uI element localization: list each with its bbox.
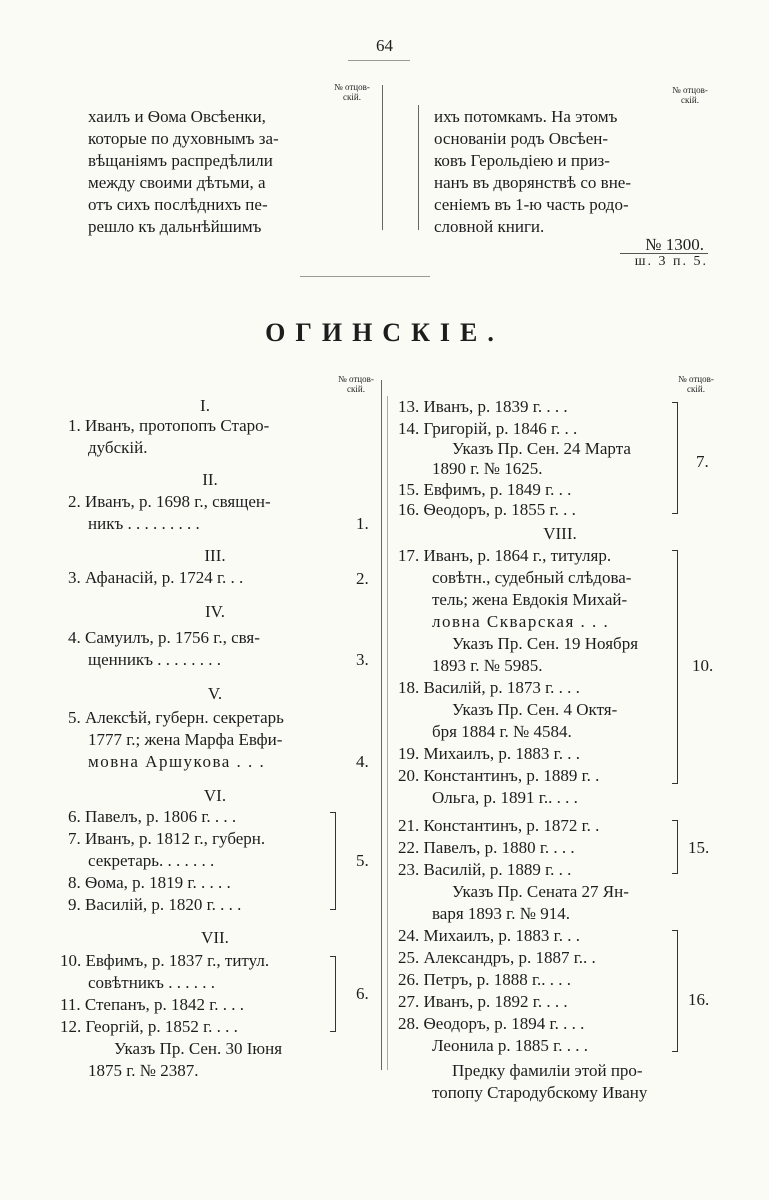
bracket [672,930,678,1052]
reference-number: № 1300. [645,235,704,254]
entry-line: 13. Иванъ, р. 1839 г. . . . [398,397,568,416]
father-number: 16. [688,990,710,1009]
column-divider-top-left [382,85,383,230]
entry-line: никъ . . . . . . . . . [88,514,200,533]
column-label-line: № отцов- [678,374,714,384]
generation-heading: IV. [205,602,225,621]
text-line: которые по духовнымъ за- [88,129,279,148]
generation-heading: II. [202,470,218,489]
footnote-line: Предку фамиліи этой про- [452,1061,643,1080]
bracket [330,956,336,1032]
entry-line: 1. Иванъ, протопопъ Старо- [68,416,270,435]
entry-line: 12. Георгій, р. 1852 г. . . . [60,1017,238,1036]
father-number: 7. [696,452,709,471]
text-line: основаніи родъ Овсѣен- [434,129,609,148]
entry-line: мовна Аршукова . . . [88,752,266,771]
top-left-text [88,106,368,238]
entry-line: Леонила р. 1885 г. . . . [432,1036,588,1055]
entry-line: 15. Евфимъ, р. 1849 г. . . [398,480,572,499]
entry-line: 8. Ѳома, р. 1819 г. . . . . [68,873,231,892]
entry-line: совѣтн., судебный слѣдова- [432,568,632,587]
father-number: 3. [356,650,369,669]
entry-line: 21. Константинъ, р. 1872 г. . [398,816,600,835]
top-right-text [434,106,714,238]
entry-line: 10. Евфимъ, р. 1837 г., титул. [60,951,270,970]
family-title: ОГИНСКІЕ. [265,318,504,347]
header-rule [348,60,410,61]
entry-line: бря 1884 г. № 4584. [432,722,572,741]
bracket [672,820,678,874]
entry-line: секретарь. . . . . . . [88,851,215,870]
entry-line: Указъ Пр. Сен. 19 Ноября [452,634,639,653]
reference-location: ш. 3 п. 5. [634,254,708,269]
entry-line: Указъ Пр. Сен. 24 Марта [452,439,631,458]
entry-line: Указъ Пр. Сен. 30 Іюня [114,1039,283,1058]
entry-line: 1875 г. № 2387. [88,1061,199,1080]
entry-line: 25. Александръ, р. 1887 г.. . [398,948,596,967]
column-divider-main-inner [387,396,388,1070]
generation-heading: I. [200,396,210,415]
generation-heading: V. [207,684,223,703]
father-number: 15. [688,838,710,857]
entry-line: 16. Ѳеодоръ, р. 1855 г. . . [398,500,576,519]
entry-line: 28. Ѳеодоръ, р. 1894 г. . . . [398,1014,585,1033]
entry-line: 26. Петръ, р. 1888 г.. . . . [398,970,572,989]
column-label-line: № отцов- [338,374,374,384]
text-line: хаилъ и Ѳома Овсѣенки, [88,107,266,126]
entry-line: 24. Михаилъ, р. 1883 г. . . [398,926,580,945]
father-number: 10. [692,656,714,675]
column-label-right [660,85,720,105]
entry-line: 23. Василій, р. 1889 г. . . [398,860,572,879]
entry-line: 27. Иванъ, р. 1892 г. . . . [398,992,568,1011]
column-divider-top-right [418,105,419,230]
entry-line: 4. Самуилъ, р. 1756 г., свя- [68,628,260,647]
entry-line: совѣтникъ . . . . . . [88,973,215,992]
column-label-left [322,82,382,102]
column-label-line: скій. [343,92,361,102]
generation-heading: III. [204,546,226,565]
father-number: 6. [356,984,369,1003]
entry-line: 1777 г.; жена Марфа Евфи- [88,730,283,749]
column-divider-main [381,380,382,1070]
section-rule [300,276,430,277]
entry-line: 19. Михаилъ, р. 1883 г. . . [398,744,580,763]
footnote-line: топопу Стародубскому Ивану [432,1083,648,1102]
entry-line: 9. Василій, р. 1820 г. . . . [68,895,242,914]
column-label-line: скій. [681,95,699,105]
bracket [672,402,678,514]
generation-heading: VIII. [543,524,577,543]
entry-line: Указъ Пр. Сената 27 Ян- [452,882,629,901]
entry-line: 1893 г. № 5985. [432,656,543,675]
column-label-line: № отцов- [334,82,370,92]
entry-line: 5. Алексѣй, губерн. секретарь [68,708,284,727]
column-label-line: № отцов- [672,85,708,95]
entry-line: 3. Афанасій, р. 1724 г. . . [68,568,244,587]
entry-line: 22. Павелъ, р. 1880 г. . . . [398,838,575,857]
page-number: 64 [376,36,393,55]
text-line: между своими дѣтьми, а [88,173,266,192]
entry-line: варя 1893 г. № 914. [432,904,570,923]
entry-line: дубскій. [88,438,148,457]
text-line: ковъ Герольдіею и приз- [434,151,610,170]
entry-line: 18. Василій, р. 1873 г. . . . [398,678,580,697]
entry-line: щенникъ . . . . . . . . [88,650,221,669]
father-number: 2. [356,569,369,588]
entry-line: Ольга, р. 1891 г.. . . . [432,788,578,807]
bracket [672,550,678,784]
entry-line: 14. Григорій, р. 1846 г. . . [398,419,578,438]
text-line: словной книги. [434,217,545,236]
text-line: решло къ дальнѣйшимъ [88,217,262,236]
father-number: 1. [356,514,369,533]
entry-line: Указъ Пр. Сен. 4 Октя- [452,700,618,719]
entry-line: 6. Павелъ, р. 1806 г. . . . [68,807,237,826]
entry-line: 2. Иванъ, р. 1698 г., священ- [68,492,271,511]
text-line: сеніемъ въ 1-ю часть родо- [434,195,629,214]
father-number: 4. [356,752,369,771]
bracket [330,812,336,910]
text-line: вѣщаніямъ распредѣлили [88,151,273,170]
father-number: 5. [356,851,369,870]
text-line: ихъ потомкамъ. На этомъ [434,107,618,126]
text-line: отъ сихъ послѣднихъ пе- [88,195,268,214]
column-label-lower-left [326,374,386,394]
column-label-line: скій. [687,384,705,394]
text-line: нанъ въ дворянствѣ со внe- [434,173,632,192]
entry-line: ловна Скварская . . . [432,612,610,631]
entry-line: тель; жена Евдокія Михай- [432,590,628,609]
entry-line: 11. Степанъ, р. 1842 г. . . . [60,995,245,1014]
column-label-line: скій. [347,384,365,394]
generation-heading: VII. [201,928,229,947]
entry-line: 1890 г. № 1625. [432,459,543,478]
generation-heading: VI. [203,786,227,805]
column-label-lower-right [666,374,726,394]
entry-line: 20. Константинъ, р. 1889 г. . [398,766,600,785]
entry-line: 7. Иванъ, р. 1812 г., губерн. [68,829,266,848]
entry-line: 17. Иванъ, р. 1864 г., титуляр. [398,546,612,565]
